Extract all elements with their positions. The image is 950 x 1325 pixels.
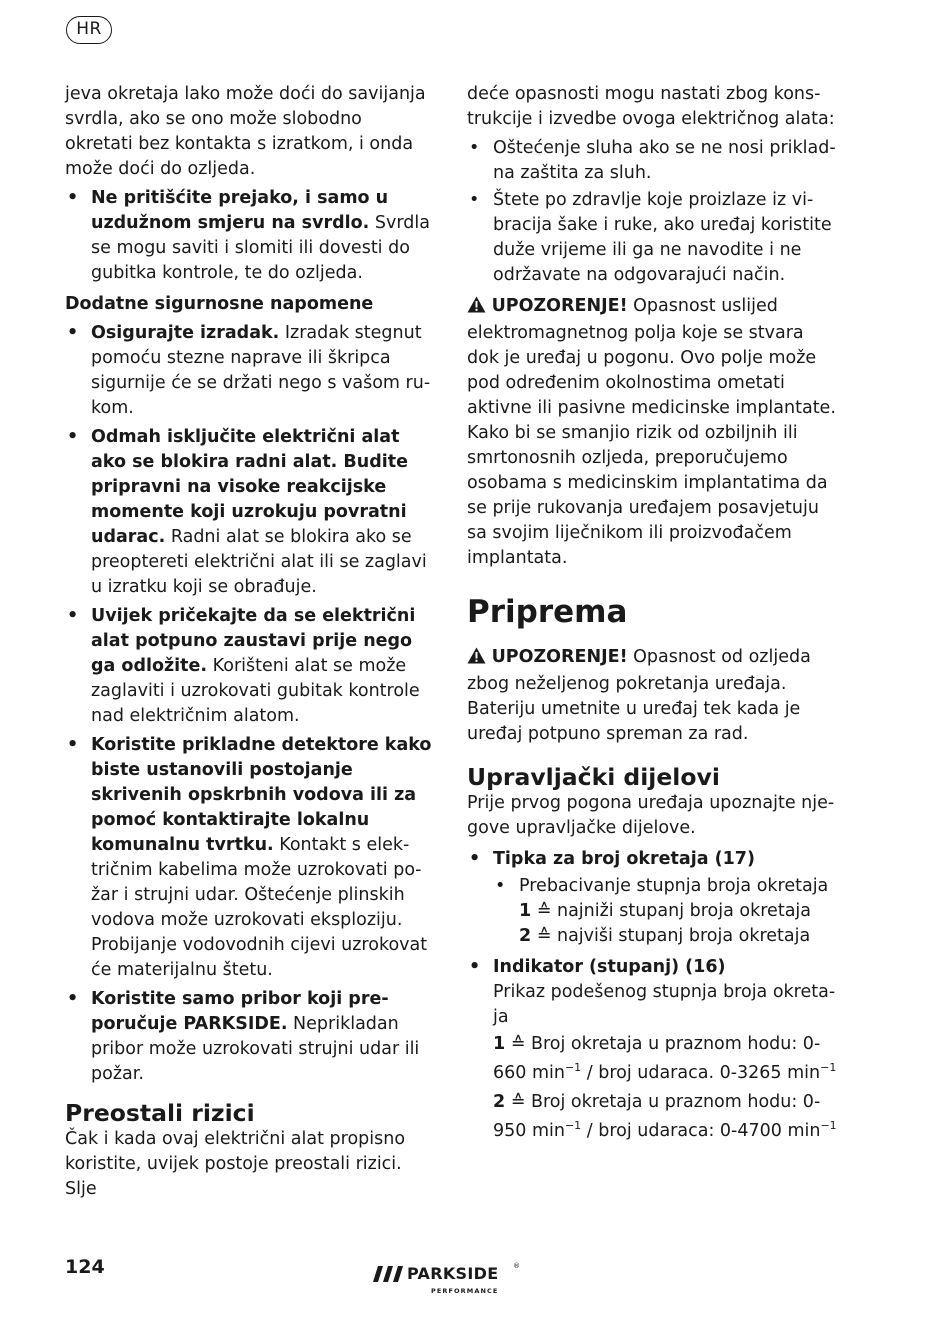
list-item [65, 425, 433, 600]
bullet-text: Svrdla se mogu saviti i slomiti ili dovesti do gubitka kontrole, te do ozljeda. [91, 213, 430, 283]
residual-continuation-text: deće opasnosti mogu nastati zbog konstrukcije i izvedbe ovoga električnog alata: [467, 84, 835, 129]
bullet-bold: Ne pritišćite prejako, i samo u uzdužnom smjeru na svrdlo. [91, 188, 389, 233]
list-item [65, 604, 433, 729]
residual-risks-heading: Preostali rizici [65, 1099, 255, 1127]
indicator-label: Indikator (stupanj) (16) [493, 957, 726, 977]
bullet-bold: Koristite prikladne detektore kako biste ustanovili postojanje skrivenih opskrbnih vodova ili za pomoć kontaktirajte lokalnu komunalnu tvrtku. [91, 735, 432, 855]
list-item: • Štete po zdravlje koje proizlaze iz vibracija šake i ruke, ako uređaj koristite duže vrijeme ili ga ne navodite i ne održavate na odgovarajući način. [467, 188, 837, 288]
additional-safety-heading: Dodatne sigurnosne napomene [65, 294, 374, 314]
bullet-text: Radni alat se blokira ako se preoptereti električni alat ili se zaglavi u izratku koji se obrađuje. [91, 527, 427, 597]
bullet-text: Kontakt s električnim kabelima može uzrokovati požar i strujni udar. Oštećenje plinskih vodova može uzrokovati eksploziju. Probijanje vodovodnih cijevi uzrokovat će materijalnu štetu. [91, 835, 428, 980]
speed-level-1: 1 ≙ najniži stupanj broja okretaja [519, 901, 811, 921]
language-badge: HR [66, 16, 112, 44]
warning-label: UPOZORENJE! [491, 296, 628, 316]
brand-slashes-icon [373, 1266, 403, 1286]
brand-logo [373, 1262, 523, 1302]
left-column [65, 82, 433, 1202]
brand-registered: ® [513, 1262, 520, 1270]
bullet-bold: Uvijek pričekajte da se električni alat potpuno zaustavi prije nego ga odložite. [91, 606, 416, 676]
preparation-heading: Priprema [467, 594, 628, 630]
brand-name: PARKSIDE [407, 1264, 499, 1283]
brand-subline: PERFORMANCE [431, 1287, 499, 1295]
warning-startup [467, 645, 837, 747]
controls-intro: Prije prvog pogona uređaja upoznajte njegove upravljačke dijelove. [467, 793, 835, 838]
right-column [467, 82, 837, 1150]
residual-risks-text: Čak i kada ovaj električni alat propisno koristite, uvijek postoje preostali rizici. Slje [65, 1129, 406, 1199]
page-number: 124 [65, 1256, 105, 1278]
bullet-text: Izradak stegnut pomoću stezne naprave ili škripca sigurnije će se držati nego s vašom rukom. [91, 323, 431, 418]
indicator-intro: Prikaz podešenog stupnja broja okretaja [493, 982, 836, 1027]
bullet-bold: Osigurajte izradak. [91, 323, 280, 343]
bullet-bold: Koristite samo pribor koji preporučuje PARKSIDE. [91, 989, 389, 1034]
list-item [65, 186, 433, 286]
list-item [467, 955, 837, 1146]
warning-text: Opasnost uslijed elektromagnetnog polja koje se stvara dok je uređaj u pogonu. Ovo polje može pod određenim okolnostima ometati aktivne ili pasivne medicinske implantate. Kako bi se smanjio rizik od ozbiljnih ili smrtonosnih ozljeda, preporučujemo osobama s medicinskim implantatima da se prije rukovanja uređajem posavjetuju sa svojim liječnikom ili proizvođačem implantata. [467, 296, 836, 568]
list-item [65, 987, 433, 1087]
list-item: • Oštećenje sluha ako se ne nosi prikladna zaštita za sluh. [467, 136, 837, 186]
speed-button-label: Tipka za broj okretaja (17) [493, 849, 755, 869]
indicator-level-2: 2 ≙ Broj okretaja u praznom hodu: 0-950 $\min^{-1}$ / broj udaraca: 0-4700 $\min^{-1}$ [493, 1092, 837, 1141]
warning-label: UPOZORENJE! [491, 647, 628, 667]
bullet-bold: Odmah isključite električni alat ako se blokira radni alat. Budite pripravni na visoke reakcijske momente koji uzrokuju povratni udarac. [91, 427, 408, 547]
indicator-level-1: 1 ≙ Broj okretaja u praznom hodu: 0-660 $\min^{-1}$ / broj udaraca. 0-3265 $\min^{-1}$ [493, 1034, 837, 1083]
warning-triangle-icon [467, 296, 486, 321]
speed-level-2: 2 ≙ najviši stupanj broja okretaja [519, 926, 811, 946]
warning-emf [467, 294, 837, 571]
warning-triangle-icon [467, 647, 486, 672]
controls-heading: Upravljački dijelovi [467, 763, 720, 791]
warning-text: Opasnost od ozljeda zbog neželjenog pokretanja uređaja. Bateriju umetnite u uređaj tek kada je uređaj potpuno spreman za rad. [467, 647, 811, 744]
list-item [65, 321, 433, 421]
speed-button-sub: • Prebacivanje stupnja broja okretaja [493, 874, 837, 899]
bullet-text: Neprikladan pribor može uzrokovati strujni udar ili požar. [91, 1014, 420, 1084]
list-item [467, 847, 837, 949]
continuation-text: jeva okretaja lako može doći do savijanja svrdla, ako se ono može slobodno okretati bez kontakta s izratkom, i onda može doći do ozljeda. [65, 84, 426, 179]
bullet-text: Korišteni alat se može zaglaviti i uzrokovati gubitak kontrole nad električnim alatom. [91, 656, 420, 726]
list-item [65, 733, 433, 983]
